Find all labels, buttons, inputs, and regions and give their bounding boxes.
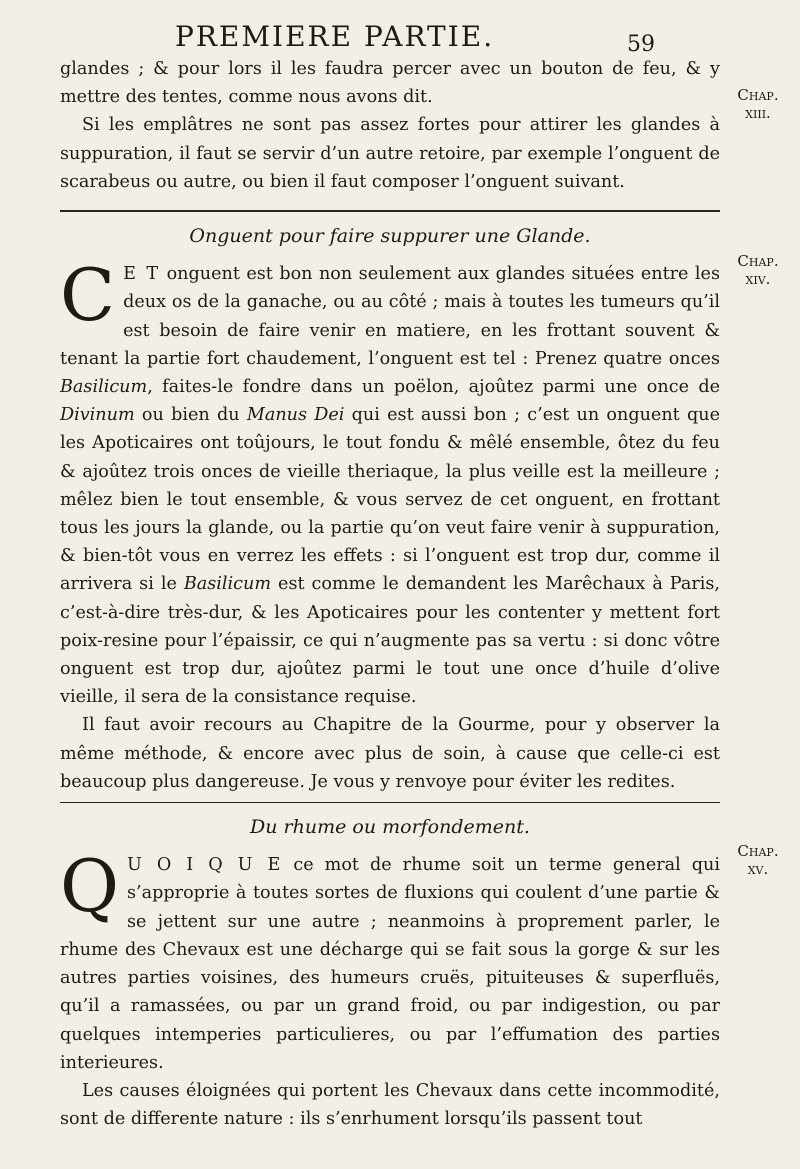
text-run: est comme le demandent les Marêchaux à Paris, c’est-à-dire très-dur, & les Apoticaires pour les contenter y mettent fort poix-resine pour l’épaissir, ce qui n’augmente pas sa vertu : si donc vôtre onguent est trop dur, ajoûtez parmi le tout une once d’huile d’olive vieille, il sera de la consistance requise. — [60, 574, 720, 708]
section-paragraph — [60, 253, 720, 711]
margin-note-label: Chap. — [737, 842, 779, 860]
paragraph: Il faut avoir recours au Chapitre de la Gourme, pour y observer la même méthode, & encore avec plus de soin, à cause que celle-ci est beaucoup plus dangereuse. Je vous y renvoye pour éviter les redites. — [60, 715, 720, 792]
section-divider — [60, 802, 720, 803]
margin-note-chapter-14 — [728, 252, 788, 288]
page-body — [60, 55, 720, 1133]
text-run: qui est aussi bon ; c’est un onguent que les Apoticaires ont toûjours, le tout fondu & mêlé ensemble, ôtez du feu & ajoûtez trois onces de vieille theriaque, la plus veille est la meilleure ; mêlez bien le tout ensemble, & vous servez de cet onguent, en frottant tous les jours la glande, ou la partie qu’on veut faire venir à suppuration, & bien-tôt vous en verrez les effets : si l’onguent est trop dur, comme il arrivera si le — [60, 405, 720, 595]
drop-cap: Q — [60, 844, 120, 929]
paragraph: Les causes éloignées qui portent les Chevaux dans cette incommodité, sont de differente nature : ils s’enrhument lorsqu’ils passent tout — [60, 1080, 720, 1130]
running-head: PREMIERE PARTIE. — [175, 20, 495, 53]
section-title: Onguent pour faire suppurer une Glande. — [189, 225, 591, 248]
margin-note-number: xv. — [747, 860, 769, 878]
latin-term: Divinum — [60, 405, 135, 426]
text-run: onguent est bon non seulement aux glandes situées entre les deux os de la ganache, ou au côté ; mais à toutes les tumeurs qu’il est besoin de faire venir en matiere, en les frottant souvent & tenant la partie fort chaudement, l’onguent est tel : Prenez quatre onces — [60, 264, 720, 369]
paragraph: glandes ; & pour lors il les faudra percer avec un bouton de feu, & y mettre des tentes, comme nous avons dit. — [60, 59, 720, 108]
page-number: 59 — [627, 32, 655, 57]
page-header — [175, 20, 655, 60]
section-divider — [60, 210, 720, 212]
latin-term: Manus Dei — [246, 405, 345, 426]
paragraph: Si les emplâtres ne sont pas assez fortes pour attirer les glandes à suppuration, il faut se servir d’un autre retoire, par exemple l’onguent de scarabeus ou autre, ou bien il faut composer l’onguent suivant. — [60, 115, 720, 192]
drop-cap: C — [60, 253, 116, 338]
section-paragraph — [60, 844, 720, 1077]
margin-note-number: xiii. — [745, 104, 771, 122]
text-run: , faites-le fondre dans un poëlon, ajoûtez parmi une once de — [147, 377, 720, 398]
lead-words: E T — [123, 264, 161, 285]
margin-note-label: Chap. — [737, 86, 779, 104]
margin-note-number: xiv. — [745, 270, 771, 288]
section-title: Du rhume ou morfondement. — [250, 816, 530, 839]
latin-term: Basilicum — [183, 574, 272, 595]
margin-note-chapter-13 — [728, 86, 788, 122]
margin-note-label: Chap. — [737, 252, 779, 270]
lead-words: U O I Q U E — [127, 855, 283, 876]
text-run: ou bien du — [134, 405, 247, 426]
latin-term: Basilicum — [60, 377, 148, 398]
text-run: ce mot de rhume soit un terme general qui s’approprie à toutes sortes de fluxions qui coulent d’une partie & se jettent sur une autre ; neanmoins à proprement parler, le rhume des Chevaux est une décharge qui se fait sous la gorge & sur les autres parties voisines, des humeurs cruës, pituiteuses & superfluës, qu’il a ramassées, ou par un grand froid, ou par indigestion, ou par quelques intemperies particulieres, ou par l’effumation des parties interieures. — [60, 855, 720, 1073]
margin-note-chapter-15 — [728, 842, 788, 878]
